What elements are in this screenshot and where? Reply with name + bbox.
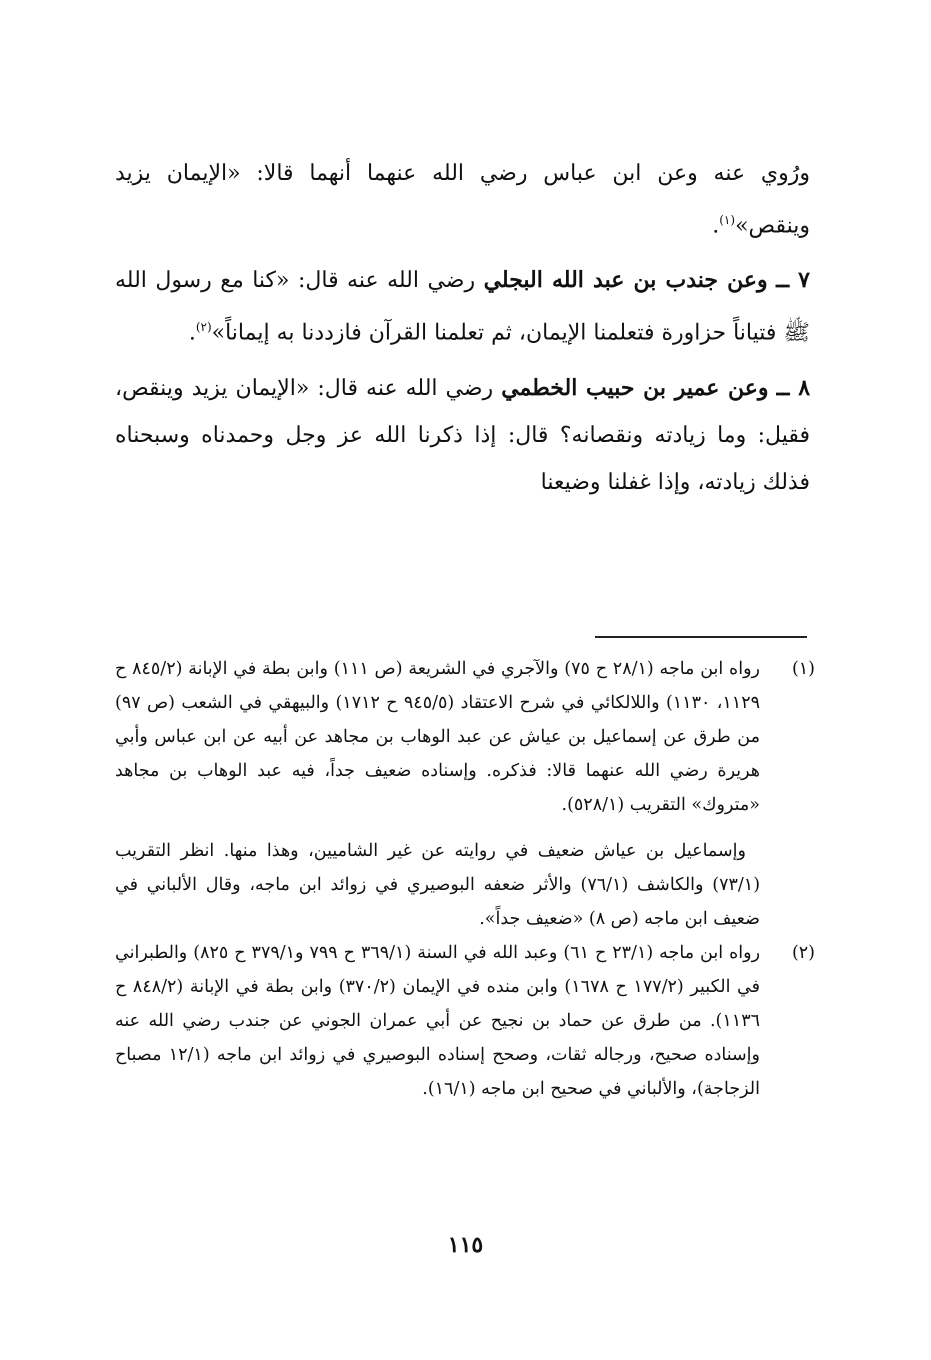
footnote-2 xyxy=(115,936,815,1106)
item-number: ٧ ــ xyxy=(776,267,810,294)
paragraph-end: . xyxy=(712,213,720,239)
footnote-number: (٢) xyxy=(791,943,815,963)
footnote-ref: (٢) xyxy=(195,320,212,335)
footnote-number: (١) xyxy=(791,659,815,679)
paragraph-1 xyxy=(115,150,810,249)
paragraph-text: ورُوي عنه وعن ابن عباس رضي الله عنهما أنهما قالا: «الإيمان يزيد وينقص» xyxy=(115,161,810,239)
paragraph-text: رضي الله عنه قال: «كنا مع رسول الله ﷺ فتياناً حزاورة فتعلمنا الإيمان، ثم تعلمنا القرآن فازددنا به إيماناً» xyxy=(115,268,810,346)
main-text xyxy=(115,150,810,506)
footnotes xyxy=(115,652,815,1106)
footnote-text: رواه ابن ماجه (٢٨/١ ح ٧٥) والآجري في الشريعة (ص ١١١) وابن بطة في الإبانة (٨٤٥/٢ ح ١١٢٩، ١١٣٠) واللالكائي في شرح الاعتقاد (٩٤٥/٥ ح ١٧١٢) والبيهقي في الشعب (ص ٩٧) من طرق عن إسماعيل بن عياش عن عبد الوهاب بن مجاهد عن أبيه عن ابن عباس وأبي هريرة رضي الله عنهما قالا: فذكره. وإسناده ضعيف جداً، فيه عبد الوهاب بن مجاهد «متروك» التقريب (٥٢٨/١). xyxy=(115,659,760,815)
footnote-1-continuation: وإسماعيل بن عياش ضعيف في روايته عن غير الشاميين، وهذا منها. انظر التقريب (٧٣/١) والكاشف (٧٦/١) والأثر ضعفه البوصيري في زوائد ابن ماجه، وقال الألباني في ضعيف ابن ماجه (ص ٨) «ضعيف جداً». xyxy=(115,841,761,929)
paragraph-7 xyxy=(115,257,810,356)
narrator-name: وعن جندب بن عبد الله البجلي xyxy=(483,267,768,294)
page-number: ١١٥ xyxy=(447,1232,484,1258)
footnote-divider xyxy=(595,636,807,638)
paragraph-8 xyxy=(115,365,810,506)
footnote-ref: (١) xyxy=(719,213,736,227)
item-number: ٨ ــ xyxy=(776,374,811,401)
paragraph-end: . xyxy=(188,320,196,346)
paragraph-text: رضي الله عنه قال: «الإيمان يزيد وينقص، فقيل: وما زيادته ونقصانه؟ قال: إذا ذكرنا الله عز وجل وحمدناه وسبحناه فذلك زيادته، وإذا غفلنا وضيعنا xyxy=(115,375,810,495)
footnote-text: رواه ابن ماجه (٢٣/١ ح ٦١) وعبد الله في السنة (٣٦٩/١ ح ٧٩٩ و٣٧٩/١ ح ٨٢٥) والطبراني في الكبير (١٧٧/٢ ح ١٦٧٨) وابن منده في الإيمان (٣٧٠/٢) وابن بطة في الإبانة (٨٤٨/٢ ح ١١٣٦). من طرق عن حماد بن نجيح عن أبي عمران الجوني عن جندب رضي الله عنه وإسناده صحيح، ورجاله ثقات، وصحح إسناده البوصيري في زوائد ابن ماجه (١٢/١ مصباح الزجاجة)، والألباني في صحيح ابن ماجه (١٦/١). xyxy=(115,943,761,1099)
footnote-1 xyxy=(115,652,815,822)
narrator-name: وعن عمير بن حبيب الخطمي xyxy=(501,374,769,401)
